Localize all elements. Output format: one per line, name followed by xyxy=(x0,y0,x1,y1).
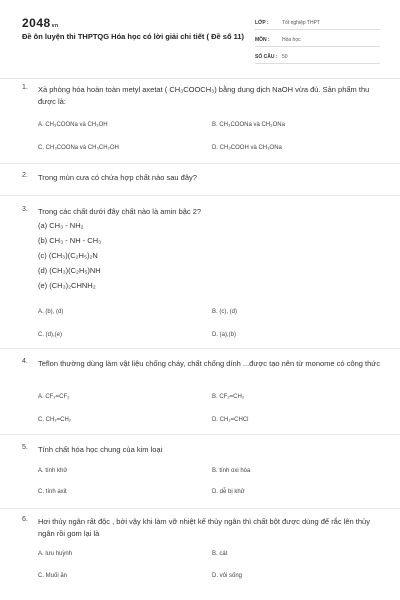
option-d[interactable]: D. (a),(b) xyxy=(212,332,236,338)
question-number: 4. xyxy=(22,358,28,365)
question-text: Trong mùn cưa có chứa hợp chất nào sau đây? xyxy=(38,173,197,182)
header-divider xyxy=(0,78,400,79)
option-b[interactable]: B. CF₂=CH₂ xyxy=(212,394,245,400)
option-d[interactable]: D. CH₃COOH và CH₃ONa xyxy=(212,145,282,151)
option-d[interactable]: D. dễ bị khử xyxy=(212,489,245,495)
option-b[interactable]: B. tính oxi hóa xyxy=(212,468,251,474)
amin-choice: (c) (CH₃)(C₂H₅)₂N xyxy=(38,251,98,260)
option-c[interactable]: C. Muối ăn xyxy=(38,573,68,579)
option-d[interactable]: D. vôi sống xyxy=(212,573,243,579)
option-c[interactable]: C. (d),(e) xyxy=(38,332,62,338)
question-divider xyxy=(0,434,400,435)
option-a[interactable]: A. CH₃COONa và CH₃OH xyxy=(38,122,108,128)
meta-label: MÔN : xyxy=(255,36,270,43)
option-b[interactable]: B. CH₃COONa và CH₃ONa xyxy=(212,122,285,128)
document-meta xyxy=(255,16,380,67)
amin-choice: (d) (CH₃)(C₂H₅)NH xyxy=(38,266,101,275)
meta-label: SỐ CÂU : xyxy=(255,53,278,60)
question-number: 2. xyxy=(22,172,28,179)
option-a[interactable]: A. tính khử xyxy=(38,468,68,474)
logo-text: 2048 xyxy=(22,16,51,30)
option-a[interactable]: A. CF₂=CF₂ xyxy=(38,394,70,400)
amin-choice: (a) CH₃ - NH₂ xyxy=(38,221,84,230)
option-c[interactable]: C. CH₂=CH₂ xyxy=(38,417,72,423)
amin-choice: (b) CH₃ - NH - CH₃ xyxy=(38,236,102,245)
meta-label: LỚP : xyxy=(255,19,269,26)
option-b[interactable]: B. cát xyxy=(212,551,228,557)
question-divider xyxy=(0,348,400,349)
option-a[interactable]: A. lưu huỳnh xyxy=(38,551,73,557)
page-header xyxy=(0,0,400,78)
question-number: 6. xyxy=(22,516,28,523)
question-text: Tính chất hóa học chung của kim loại xyxy=(38,445,163,454)
question-text: Teflon thường dùng làm vật liệu chống cháy, chất chống dính ...được tạo nên từ monome có công thức xyxy=(38,359,381,368)
question-divider xyxy=(0,195,400,196)
question-number: 5. xyxy=(22,444,28,451)
option-c[interactable]: C. CH₃COONa và CH₃CH₂OH xyxy=(38,145,119,151)
meta-value: Tốt nghiệp THPT xyxy=(282,19,320,26)
meta-value: Hóa học xyxy=(282,36,301,43)
question-text: Hơi thủy ngân rất độc , bởi vậy khi làm vỡ nhiệt kế thủy ngân thì chất bột được dùng để rắc lên thủy ngân rồi gom lại là xyxy=(38,517,370,538)
meta-value: 50 xyxy=(282,53,288,60)
option-c[interactable]: C. tính axit xyxy=(38,489,67,495)
document-title: Đề ôn luyện thi THPTQG Hóa học có lời giải chi tiết ( Đề số 11) xyxy=(22,32,245,41)
meta-row-count xyxy=(255,50,380,64)
option-b[interactable]: B. (c), (d) xyxy=(212,309,237,315)
question-divider xyxy=(0,508,400,509)
question-text: Xà phòng hóa hoàn toàn metyl axetat ( CH₃COOCH₃) bằng dung dịch NaOH vừa đủ. Sản phẩm thu được là: xyxy=(38,85,370,106)
logo-suffix: vn xyxy=(51,23,59,29)
question-number: 3. xyxy=(22,206,28,213)
question-text: Trong các chất dưới đây chất nào là amin bậc 2? xyxy=(38,207,202,216)
option-a[interactable]: A. (b), (d) xyxy=(38,309,64,315)
question-number: 1. xyxy=(22,84,28,91)
option-d[interactable]: D. CH₂=CHCl xyxy=(212,417,249,423)
site-logo[interactable] xyxy=(22,16,59,30)
meta-row-class xyxy=(255,16,380,30)
amin-choice: (e) (CH₃)₂CHNH₂ xyxy=(38,281,96,290)
meta-row-subject xyxy=(255,33,380,47)
question-divider xyxy=(0,163,400,164)
